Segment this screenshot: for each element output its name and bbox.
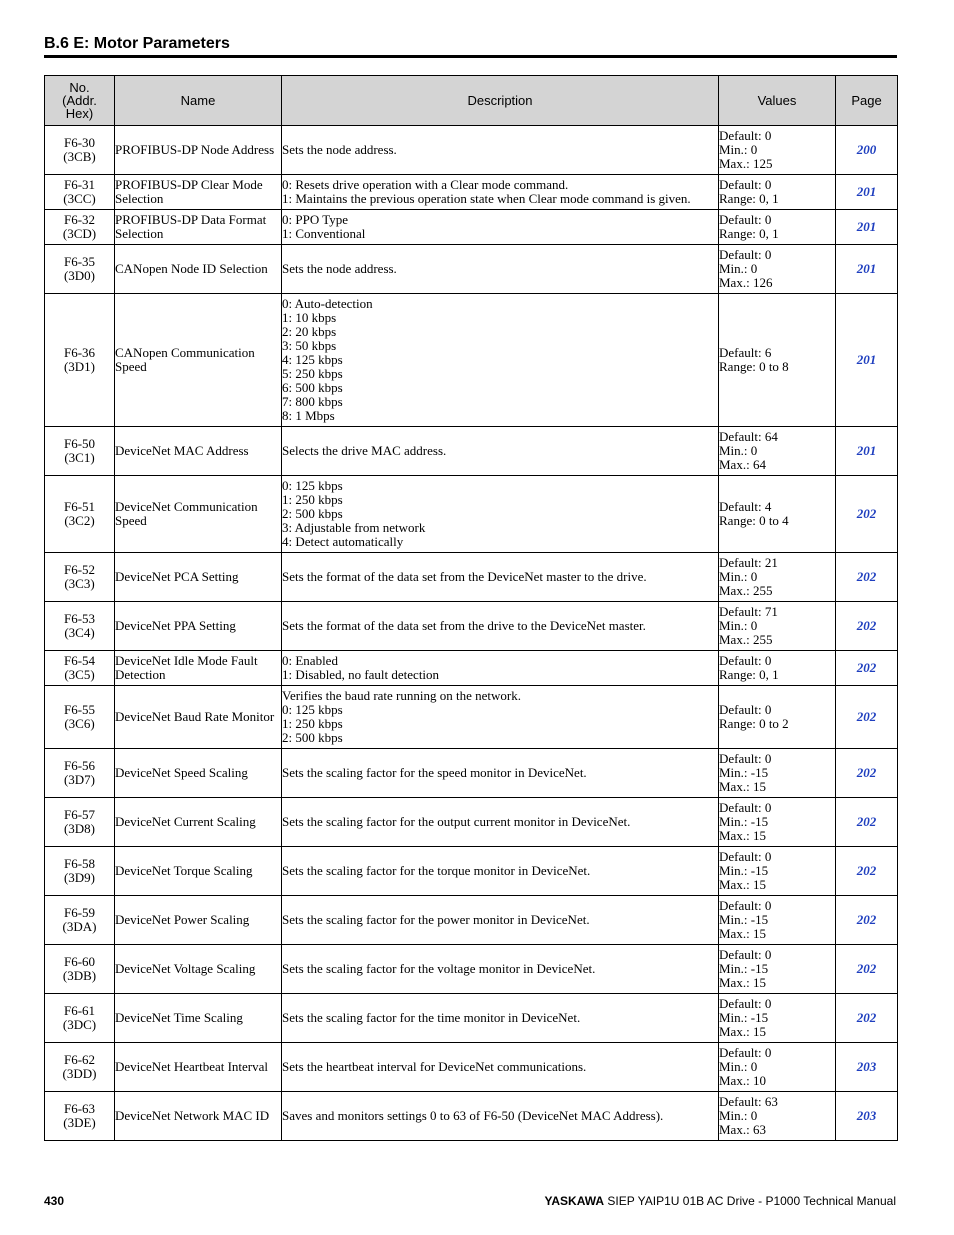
parameter-values-cell xyxy=(719,945,836,994)
parameter-description-cell xyxy=(282,896,719,945)
parameter-number: F6-31 xyxy=(63,177,96,192)
parameter-name-cell: DeviceNet Power Scaling xyxy=(115,896,282,945)
table-row xyxy=(45,1043,898,1092)
value-line: Range: 0, 1 xyxy=(719,667,779,682)
table-row xyxy=(45,210,898,245)
value-line: Min.: -15 xyxy=(719,912,769,927)
description-line: Selects the drive MAC address. xyxy=(282,443,447,458)
description-line: Sets the scaling factor for the speed monitor in DeviceNet. xyxy=(282,765,587,780)
description-line: 1: 250 kbps xyxy=(282,716,343,731)
value-line: Max.: 255 xyxy=(719,632,773,647)
value-line: Default: 64 xyxy=(719,429,778,444)
parameter-name-cell: DeviceNet Idle Mode Fault Detection xyxy=(115,651,282,686)
value-line: Default: 71 xyxy=(719,604,778,619)
parameter-name-cell: DeviceNet Voltage Scaling xyxy=(115,945,282,994)
value-line: Range: 0 to 4 xyxy=(719,513,789,528)
page-link[interactable]: 202 xyxy=(836,945,898,994)
description-line: Sets the node address. xyxy=(282,261,397,276)
value-line: Min.: -15 xyxy=(719,961,769,976)
value-line: Max.: 10 xyxy=(719,1073,766,1088)
parameter-description-cell xyxy=(282,245,719,294)
value-line: Default: 0 xyxy=(719,177,772,192)
parameter-number-cell xyxy=(45,294,115,427)
parameter-name-cell: DeviceNet MAC Address xyxy=(115,427,282,476)
parameter-name-cell: DeviceNet Speed Scaling xyxy=(115,749,282,798)
parameter-number-cell xyxy=(45,1092,115,1141)
value-line: Max.: 15 xyxy=(719,877,766,892)
value-line: Range: 0 to 2 xyxy=(719,716,789,731)
value-line: Range: 0 to 8 xyxy=(719,359,789,374)
table-row xyxy=(45,651,898,686)
value-line: Min.: 0 xyxy=(719,142,758,157)
parameter-number: F6-56 xyxy=(63,758,96,773)
parameter-values-cell xyxy=(719,651,836,686)
description-line: 2: 500 kbps xyxy=(282,730,343,745)
page-link[interactable]: 202 xyxy=(836,602,898,651)
value-line: Max.: 125 xyxy=(719,156,773,171)
value-line: Default: 0 xyxy=(719,128,772,143)
parameter-address: (3DC) xyxy=(62,1017,97,1032)
value-line: Min.: -15 xyxy=(719,765,769,780)
page-link[interactable]: 201 xyxy=(836,427,898,476)
parameter-name-cell: DeviceNet Communication Speed xyxy=(115,476,282,553)
page-link[interactable]: 202 xyxy=(836,798,898,847)
parameter-address: (3CC) xyxy=(63,191,96,206)
value-line: Default: 21 xyxy=(719,555,778,570)
value-line: Max.: 15 xyxy=(719,975,766,990)
parameter-values-cell xyxy=(719,427,836,476)
parameter-number-cell xyxy=(45,1043,115,1092)
value-line: Default: 0 xyxy=(719,247,772,262)
description-line: 3: 50 kbps xyxy=(282,338,337,353)
parameter-number: F6-52 xyxy=(63,562,96,577)
parameter-number-cell xyxy=(45,749,115,798)
value-line: Max.: 255 xyxy=(719,583,773,598)
parameter-number-cell xyxy=(45,847,115,896)
parameter-number-cell xyxy=(45,602,115,651)
table-row xyxy=(45,245,898,294)
value-line: Min.: 0 xyxy=(719,569,758,584)
description-line: Sets the scaling factor for the output current monitor in DeviceNet. xyxy=(282,814,631,829)
value-line: Default: 0 xyxy=(719,751,772,766)
table-row xyxy=(45,945,898,994)
parameter-description-cell xyxy=(282,651,719,686)
value-line: Min.: 0 xyxy=(719,1108,758,1123)
parameter-number: F6-51 xyxy=(63,499,96,514)
parameter-address: (3D1) xyxy=(63,359,96,374)
parameter-number: F6-32 xyxy=(63,212,96,227)
description-line: 8: 1 Mbps xyxy=(282,408,335,423)
parameter-description-cell xyxy=(282,798,719,847)
description-line: Sets the scaling factor for the torque monitor in DeviceNet. xyxy=(282,863,591,878)
page-link[interactable]: 203 xyxy=(836,1092,898,1141)
value-line: Max.: 15 xyxy=(719,926,766,941)
value-line: Max.: 15 xyxy=(719,828,766,843)
parameter-description-cell xyxy=(282,294,719,427)
description-line: 0: Auto-detection xyxy=(282,296,373,311)
column-header-page: Page xyxy=(836,76,898,126)
parameter-number-cell xyxy=(45,427,115,476)
parameter-values-cell xyxy=(719,476,836,553)
description-line: 0: PPO Type xyxy=(282,212,349,227)
table-row xyxy=(45,1092,898,1141)
parameter-number: F6-50 xyxy=(63,436,96,451)
description-line: Sets the format of the data set from the DeviceNet master to the drive. xyxy=(282,569,647,584)
manual-footer xyxy=(544,1194,896,1208)
parameter-address: (3C4) xyxy=(64,625,95,640)
title-rule xyxy=(44,55,897,58)
parameter-description-cell xyxy=(282,476,719,553)
table-row xyxy=(45,126,898,175)
value-line: Default: 0 xyxy=(719,1045,772,1060)
parameter-description-cell xyxy=(282,945,719,994)
parameter-name-cell: CANopen Node ID Selection xyxy=(115,245,282,294)
description-line: 1: Conventional xyxy=(282,226,366,241)
table-row xyxy=(45,896,898,945)
page-link[interactable]: 202 xyxy=(836,651,898,686)
column-header-no xyxy=(45,76,115,126)
parameter-number-cell xyxy=(45,210,115,245)
value-line: Min.: -15 xyxy=(719,814,769,829)
parameter-number-cell xyxy=(45,994,115,1043)
parameter-name-cell: PROFIBUS-DP Node Address xyxy=(115,126,282,175)
parameter-number: F6-55 xyxy=(63,702,96,717)
parameter-description-cell xyxy=(282,553,719,602)
parameter-name-cell: CANopen Communication Speed xyxy=(115,294,282,427)
parameter-address: (3CD) xyxy=(62,226,97,241)
description-line: 0: 125 kbps xyxy=(282,478,343,493)
parameter-values-cell xyxy=(719,847,836,896)
description-line: 2: 500 kbps xyxy=(282,506,343,521)
column-header-no-line: No. xyxy=(69,80,90,95)
parameter-description-cell xyxy=(282,1092,719,1141)
parameter-name-cell: DeviceNet Network MAC ID xyxy=(115,1092,282,1141)
parameter-number: F6-57 xyxy=(63,807,96,822)
page-link[interactable]: 202 xyxy=(836,896,898,945)
parameter-address: (3C6) xyxy=(64,716,95,731)
parameter-description-cell xyxy=(282,210,719,245)
table-row xyxy=(45,175,898,210)
value-line: Min.: 0 xyxy=(719,618,758,633)
brand-name: YASKAWA xyxy=(544,1194,605,1208)
parameter-address: (3CB) xyxy=(63,149,96,164)
value-line: Default: 0 xyxy=(719,849,772,864)
table-row xyxy=(45,427,898,476)
description-line: 0: Resets drive operation with a Clear mode command. xyxy=(282,177,569,192)
page-link[interactable]: 202 xyxy=(836,749,898,798)
page-link[interactable]: 201 xyxy=(836,175,898,210)
page-link[interactable]: 201 xyxy=(836,245,898,294)
description-line: Saves and monitors settings 0 to 63 of F6-50 (DeviceNet MAC Address). xyxy=(282,1108,664,1123)
manual-title: SIEP YAIP1U 01B AC Drive - P1000 Technical Manual xyxy=(607,1194,896,1208)
description-line: 4: 125 kbps xyxy=(282,352,343,367)
parameter-number-cell xyxy=(45,798,115,847)
value-line: Default: 0 xyxy=(719,898,772,913)
parameter-name-cell: PROFIBUS-DP Clear Mode Selection xyxy=(115,175,282,210)
column-header-no-line: Hex) xyxy=(65,106,94,121)
parameter-address: (3C3) xyxy=(64,576,95,591)
value-line: Min.: 0 xyxy=(719,443,758,458)
table-row xyxy=(45,686,898,749)
parameter-description-cell xyxy=(282,1043,719,1092)
parameter-values-cell xyxy=(719,1092,836,1141)
parameter-number: F6-61 xyxy=(63,1003,96,1018)
description-line: Sets the scaling factor for the power monitor in DeviceNet. xyxy=(282,912,590,927)
parameter-number-cell xyxy=(45,476,115,553)
parameter-number-cell xyxy=(45,686,115,749)
parameter-name-cell: PROFIBUS-DP Data Format Selection xyxy=(115,210,282,245)
value-line: Max.: 15 xyxy=(719,1024,766,1039)
parameter-name-cell: DeviceNet PPA Setting xyxy=(115,602,282,651)
parameter-description-cell xyxy=(282,427,719,476)
description-line: Sets the node address. xyxy=(282,142,397,157)
page-link[interactable]: 201 xyxy=(836,294,898,427)
parameter-address: (3D8) xyxy=(63,821,96,836)
parameter-number-cell xyxy=(45,651,115,686)
parameter-address: (3DD) xyxy=(62,1066,97,1081)
page-link[interactable]: 200 xyxy=(836,126,898,175)
parameter-number-cell xyxy=(45,175,115,210)
value-line: Range: 0, 1 xyxy=(719,226,779,241)
description-line: 7: 800 kbps xyxy=(282,394,343,409)
table-row xyxy=(45,994,898,1043)
table-row xyxy=(45,602,898,651)
parameter-number: F6-36 xyxy=(63,345,96,360)
page-link[interactable]: 202 xyxy=(836,553,898,602)
parameter-values-cell xyxy=(719,210,836,245)
page-link[interactable]: 202 xyxy=(836,476,898,553)
parameter-name-cell: DeviceNet Heartbeat Interval xyxy=(115,1043,282,1092)
value-line: Max.: 64 xyxy=(719,457,766,472)
value-line: Max.: 63 xyxy=(719,1122,766,1137)
parameter-description-cell xyxy=(282,994,719,1043)
description-line: 6: 500 kbps xyxy=(282,380,343,395)
parameter-values-cell xyxy=(719,602,836,651)
parameter-values-cell xyxy=(719,994,836,1043)
parameter-address: (3D9) xyxy=(63,870,96,885)
parameter-values-cell xyxy=(719,1043,836,1092)
description-line: 4: Detect automatically xyxy=(282,534,404,549)
parameter-number: F6-60 xyxy=(63,954,96,969)
parameter-values-cell xyxy=(719,749,836,798)
description-line: 0: 125 kbps xyxy=(282,702,343,717)
parameter-address: (3C1) xyxy=(64,450,95,465)
description-line: 1: Maintains the previous operation state when Clear mode command is given. xyxy=(282,191,691,206)
value-line: Min.: 0 xyxy=(719,261,758,276)
value-line: Default: 0 xyxy=(719,702,772,717)
page-link[interactable]: 202 xyxy=(836,994,898,1043)
parameter-address: (3C2) xyxy=(64,513,95,528)
value-line: Default: 0 xyxy=(719,653,772,668)
column-header-name: Name xyxy=(115,76,282,126)
parameter-number: F6-53 xyxy=(63,611,96,626)
parameter-name-cell: DeviceNet Time Scaling xyxy=(115,994,282,1043)
parameter-address: (3DA) xyxy=(62,919,97,934)
page-link[interactable]: 201 xyxy=(836,210,898,245)
parameter-number-cell xyxy=(45,126,115,175)
value-line: Max.: 126 xyxy=(719,275,773,290)
table-row xyxy=(45,476,898,553)
parameter-number-cell xyxy=(45,245,115,294)
parameter-values-cell xyxy=(719,553,836,602)
parameter-values-cell xyxy=(719,686,836,749)
description-line: 1: 250 kbps xyxy=(282,492,343,507)
table-row xyxy=(45,749,898,798)
column-header-values: Values xyxy=(719,76,836,126)
parameter-description-cell xyxy=(282,847,719,896)
page-link[interactable]: 202 xyxy=(836,686,898,749)
description-line: Sets the heartbeat interval for DeviceNet communications. xyxy=(282,1059,587,1074)
parameter-number: F6-30 xyxy=(63,135,96,150)
parameter-description-cell xyxy=(282,175,719,210)
value-line: Min.: 0 xyxy=(719,1059,758,1074)
parameter-number: F6-54 xyxy=(63,653,96,668)
table-row xyxy=(45,798,898,847)
table-row xyxy=(45,294,898,427)
parameter-table xyxy=(44,75,898,1141)
parameter-address: (3D0) xyxy=(63,268,96,283)
value-line: Default: 0 xyxy=(719,996,772,1011)
parameter-description-cell xyxy=(282,749,719,798)
table-row xyxy=(45,553,898,602)
description-line: 1: Disabled, no fault detection xyxy=(282,667,440,682)
value-line: Default: 0 xyxy=(719,947,772,962)
parameter-address: (3D7) xyxy=(63,772,96,787)
parameter-description-cell xyxy=(282,126,719,175)
description-line: Sets the scaling factor for the voltage monitor in DeviceNet. xyxy=(282,961,596,976)
parameter-number: F6-63 xyxy=(63,1101,96,1116)
parameter-name-cell: DeviceNet Baud Rate Monitor xyxy=(115,686,282,749)
parameter-description-cell xyxy=(282,686,719,749)
parameter-number: F6-35 xyxy=(63,254,96,269)
parameter-number: F6-62 xyxy=(63,1052,96,1067)
value-line: Default: 0 xyxy=(719,800,772,815)
parameter-values-cell xyxy=(719,294,836,427)
parameter-name-cell: DeviceNet PCA Setting xyxy=(115,553,282,602)
parameter-name-cell: DeviceNet Current Scaling xyxy=(115,798,282,847)
page-link[interactable]: 203 xyxy=(836,1043,898,1092)
parameter-number-cell xyxy=(45,896,115,945)
parameter-values-cell xyxy=(719,798,836,847)
parameter-number: F6-59 xyxy=(63,905,96,920)
description-line: 0: Enabled xyxy=(282,653,338,668)
parameter-values-cell xyxy=(719,175,836,210)
description-line: Sets the format of the data set from the drive to the DeviceNet master. xyxy=(282,618,646,633)
parameter-values-cell xyxy=(719,245,836,294)
parameter-address: (3DE) xyxy=(63,1115,96,1130)
page-link[interactable]: 202 xyxy=(836,847,898,896)
value-line: Default: 4 xyxy=(719,499,772,514)
parameter-address: (3DB) xyxy=(62,968,97,983)
value-line: Min.: -15 xyxy=(719,863,769,878)
parameter-number-cell xyxy=(45,553,115,602)
value-line: Max.: 15 xyxy=(719,779,766,794)
column-header-no-line: (Addr. xyxy=(62,93,97,108)
parameter-number-cell xyxy=(45,945,115,994)
value-line: Default: 6 xyxy=(719,345,772,360)
page-number: 430 xyxy=(44,1194,65,1208)
parameter-address: (3C5) xyxy=(64,667,95,682)
value-line: Range: 0, 1 xyxy=(719,191,779,206)
description-line: 2: 20 kbps xyxy=(282,324,337,339)
parameter-description-cell xyxy=(282,602,719,651)
parameter-name-cell: DeviceNet Torque Scaling xyxy=(115,847,282,896)
value-line: Default: 63 xyxy=(719,1094,778,1109)
description-line: 3: Adjustable from network xyxy=(282,520,426,535)
parameter-values-cell xyxy=(719,126,836,175)
section-title: B.6 E: Motor Parameters xyxy=(44,35,230,52)
table-header-row xyxy=(45,76,898,126)
value-line: Min.: -15 xyxy=(719,1010,769,1025)
parameter-number: F6-58 xyxy=(63,856,96,871)
description-line: Verifies the baud rate running on the network. xyxy=(282,688,521,703)
description-line: 5: 250 kbps xyxy=(282,366,343,381)
parameter-values-cell xyxy=(719,896,836,945)
description-line: Sets the scaling factor for the time monitor in DeviceNet. xyxy=(282,1010,581,1025)
column-header-description: Description xyxy=(282,76,719,126)
description-line: 1: 10 kbps xyxy=(282,310,337,325)
table-row xyxy=(45,847,898,896)
value-line: Default: 0 xyxy=(719,212,772,227)
